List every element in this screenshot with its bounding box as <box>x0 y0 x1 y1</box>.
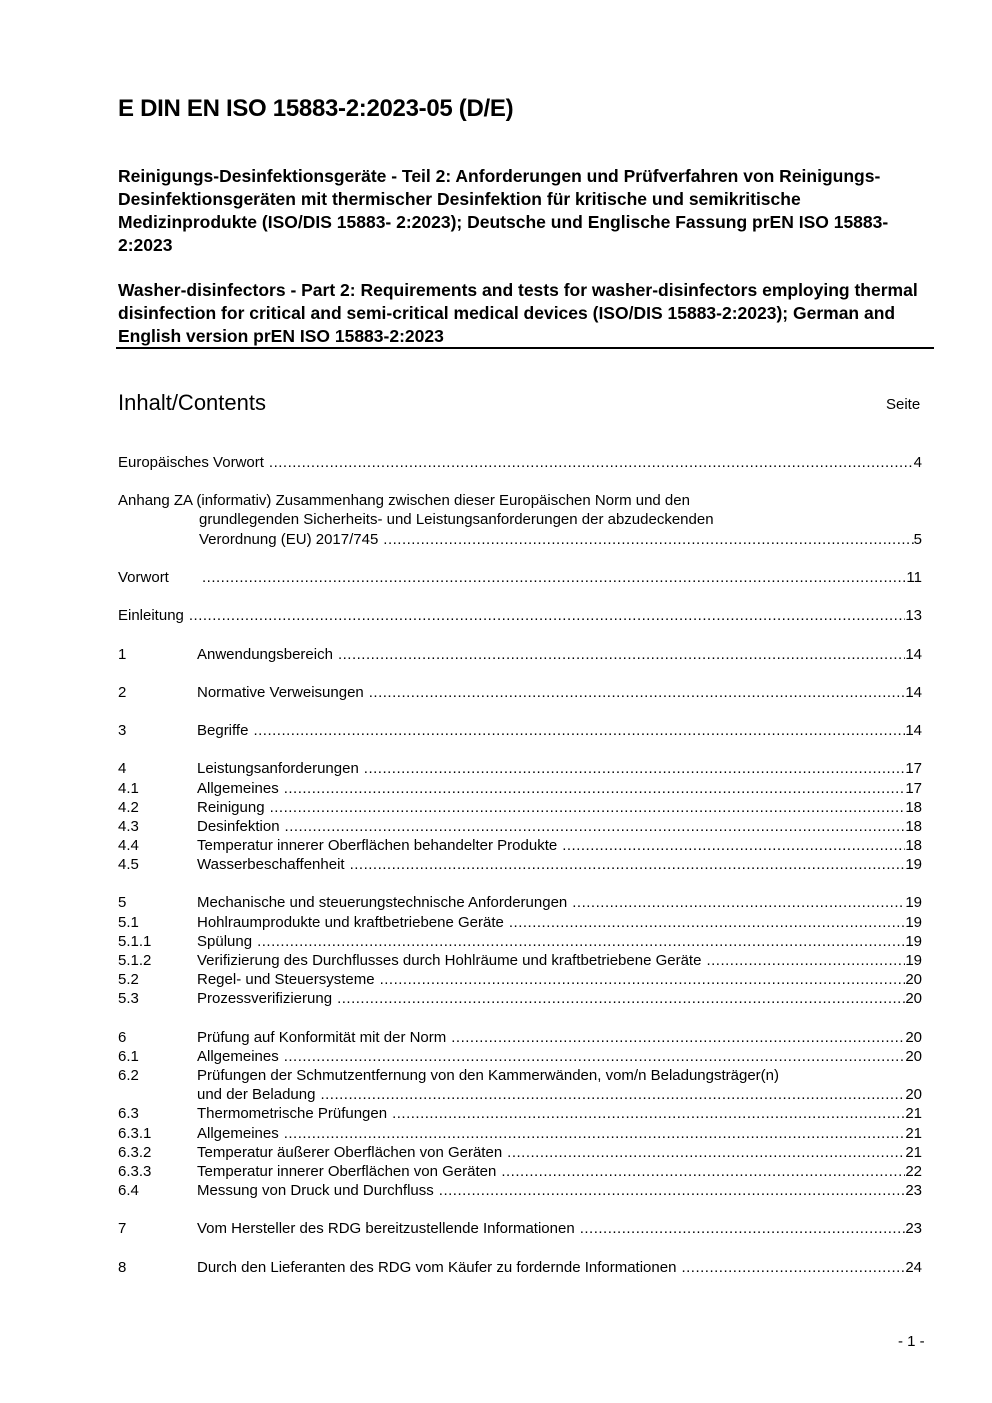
toc-entry-number: 4.3 <box>118 818 139 835</box>
toc-entry-number: 6.3.3 <box>118 1163 152 1180</box>
toc-entry-number: 8 <box>118 1259 127 1276</box>
toc-entry-page: 11 <box>906 569 922 586</box>
toc-entry-4-2[interactable] <box>118 798 922 817</box>
toc-entry-text: Vom Hersteller des RDG bereitzustellende Informationen <box>197 1220 575 1237</box>
toc-entry-number: 6.3 <box>118 1105 139 1122</box>
toc-entry-page: 20 <box>905 1048 922 1065</box>
toc-entry-4-4[interactable] <box>118 836 922 855</box>
contents-heading: Inhalt/Contents <box>118 390 266 415</box>
toc-entry-text: Reinigung <box>197 799 265 816</box>
toc-entry-text: Prüfungen der Schmutzentfernung von den Kammerwänden, vom/n Beladungsträger(n) <box>197 1067 780 1084</box>
toc-entry-4-3[interactable] <box>118 817 922 836</box>
toc-entry-page: 20 <box>905 1029 922 1046</box>
toc-entry-6[interactable] <box>118 1028 922 1047</box>
toc-entry-6-4[interactable] <box>118 1181 922 1200</box>
toc-entry-5[interactable] <box>118 893 922 912</box>
toc-entry-text: Normative Verweisungen <box>197 684 364 701</box>
toc-entry-foreword[interactable] <box>118 568 922 587</box>
toc-entry-text: Messung von Druck und Durchfluss <box>197 1182 434 1199</box>
toc-entry-page: 4 <box>913 454 922 471</box>
toc-entry-number: 3 <box>118 722 127 739</box>
toc-entry-text: Verifizierung des Durchflusses durch Hohlräume und kraftbetriebene Geräte <box>197 952 702 969</box>
toc-entry-text: Durch den Lieferanten des RDG vom Käufer zu fordernde Informationen <box>197 1259 677 1276</box>
toc-entry-text: Mechanische und steuerungstechnische Anforderungen <box>197 894 568 911</box>
toc-entry-text: Regel- und Steuersysteme <box>197 971 375 988</box>
toc-entry-number: 5.1 <box>118 914 139 931</box>
toc-entry-text: Allgemeines <box>197 1125 279 1142</box>
toc-entry-5-1-2[interactable] <box>118 951 922 970</box>
toc-entry-text: Temperatur äußerer Oberflächen von Geräten <box>197 1144 503 1161</box>
toc-entry-page: 23 <box>905 1182 922 1199</box>
toc-entry-number: 5.2 <box>118 971 139 988</box>
subtitle-german: Reinigungs-Desinfektionsgeräte - Teil 2: Anforderungen und Prüfverfahren von Reinigungs-Desinfektionsgeräten mit thermischer Desinfektion für kritische und semikritische Medizinprodukte (ISO/DIS 15883- 2:2023); Deutsche und Englische Fassung prEN ISO 15883-2:2023 <box>118 166 889 255</box>
toc-entry-introduction[interactable] <box>118 606 922 625</box>
toc-entry-page: 22 <box>905 1163 922 1180</box>
toc-entry-number: 5.3 <box>118 990 139 1007</box>
toc-entry-5-3[interactable] <box>118 989 922 1008</box>
toc-entry-6-3-3[interactable] <box>118 1162 922 1181</box>
toc-entry-page: 17 <box>905 760 922 777</box>
toc-entry-text: Prozessverifizierung <box>197 990 333 1007</box>
toc-entry-page: 19 <box>905 952 922 969</box>
toc-entry-number: 1 <box>118 646 127 663</box>
toc-entry-number: 4.5 <box>118 856 139 873</box>
toc-entry-page: 19 <box>905 933 922 950</box>
toc-entry-number: 5 <box>118 894 127 911</box>
toc-entry-page: 14 <box>905 722 922 739</box>
toc-entry-number: 5.1.1 <box>118 933 152 950</box>
toc-entry-text: Verordnung (EU) 2017/745 <box>199 531 379 548</box>
toc-entry-number: 6.4 <box>118 1182 139 1199</box>
toc-entry-text: Wasserbeschaffenheit <box>197 856 345 873</box>
toc-entry-number: 6.2 <box>118 1067 139 1084</box>
toc-entry-2[interactable] <box>118 683 922 702</box>
toc-entry-4[interactable] <box>118 759 922 778</box>
toc-entry-annex-za-end[interactable] <box>118 530 922 549</box>
toc-entry-text: Hohlraumprodukte und kraftbetriebene Geräte <box>197 914 504 931</box>
toc-entry-text: Einleitung <box>118 607 184 624</box>
toc-entry-page: 20 <box>905 1086 922 1103</box>
toc-entry-text: Allgemeines <box>197 780 279 797</box>
toc-entry-4-5[interactable] <box>118 855 922 874</box>
toc-entry-number: 6.3.2 <box>118 1144 152 1161</box>
toc-entry-page: 14 <box>905 684 922 701</box>
toc-entry-4-1[interactable] <box>118 779 922 798</box>
toc-entry-text: Desinfektion <box>197 818 280 835</box>
page-column-label: Seite <box>886 396 921 413</box>
toc-entry-page: 18 <box>905 818 922 835</box>
toc-entry-number: 7 <box>118 1220 127 1237</box>
toc-entry-number: 6 <box>118 1029 127 1046</box>
toc-entry-text: Anwendungsbereich <box>197 646 333 663</box>
toc-entry-text: und der Beladung <box>197 1086 316 1103</box>
toc-entry-number: 5.1.2 <box>118 952 152 969</box>
toc-entry-6-1[interactable] <box>118 1047 922 1066</box>
toc-entry-text: Allgemeines <box>197 1048 279 1065</box>
toc-entry-page: 21 <box>905 1125 922 1142</box>
toc-entry-annex-za[interactable] <box>118 491 922 510</box>
subtitle-english: Washer-disinfectors - Part 2: Requirements and tests for washer-disinfectors employing thermal disinfection for critical and semi-critical medical devices (ISO/DIS 15883-2:2023); German and English version prEN ISO 15883-2:2023 <box>118 280 918 346</box>
toc-entry-number: 6.3.1 <box>118 1125 152 1142</box>
toc-entry-text: Begriffe <box>197 722 249 739</box>
toc-entry-text: grundlegenden Sicherheits- und Leistungsanforderungen der abzudeckenden <box>199 511 714 528</box>
toc-entry-6-3[interactable] <box>118 1104 922 1123</box>
toc-entry-page: 24 <box>905 1259 922 1276</box>
title-rule <box>116 347 934 349</box>
toc-entry-text: Spülung <box>197 933 253 950</box>
toc-entry-number: 4.2 <box>118 799 139 816</box>
toc-entry-text: Thermometrische Prüfungen <box>197 1105 388 1122</box>
toc-entry-text: Europäisches Vorwort <box>118 454 264 471</box>
toc-entry-page: 13 <box>905 607 922 624</box>
toc-entry-3[interactable] <box>118 721 922 740</box>
toc-entry-page: 20 <box>905 990 922 1007</box>
toc-entry-page: 18 <box>905 799 922 816</box>
toc-entry-6-2[interactable] <box>118 1066 922 1085</box>
toc-entry-5-1-1[interactable] <box>118 932 922 951</box>
toc-entry-page: 21 <box>905 1105 922 1122</box>
page-number: - 1 - <box>898 1333 925 1350</box>
toc-entry-8[interactable] <box>118 1258 922 1277</box>
toc-entry-number: 6.1 <box>118 1048 139 1065</box>
toc-entry-text: Leistungsanforderungen <box>197 760 359 777</box>
toc-entry-5-2[interactable] <box>118 970 922 989</box>
toc-entry-page: 17 <box>905 780 922 797</box>
toc-entry-page: 19 <box>905 894 922 911</box>
toc-entry-5-1[interactable] <box>118 913 922 932</box>
toc-entry-text: Temperatur innerer Oberflächen behandelter Produkte <box>197 837 558 854</box>
toc-entry-page: 19 <box>905 914 922 931</box>
toc-entry-text: Temperatur innerer Oberflächen von Geräten <box>197 1163 497 1180</box>
toc-entry-number: 4.4 <box>118 837 139 854</box>
toc-entry-text: Prüfung auf Konformität mit der Norm <box>197 1029 447 1046</box>
toc-entry-page: 19 <box>905 856 922 873</box>
toc-entry-text: Anhang ZA (informativ) Zusammenhang zwischen dieser Europäischen Norm und den <box>118 492 690 509</box>
toc-entry-number: 2 <box>118 684 127 701</box>
toc-entry-6-2-cont[interactable] <box>118 1085 922 1104</box>
toc-entry-6-3-2[interactable] <box>118 1143 922 1162</box>
toc-entry-page: 5 <box>913 531 922 548</box>
toc-entry-number: 4.1 <box>118 780 139 797</box>
toc-entry-european-foreword[interactable] <box>118 453 922 472</box>
toc-entry-annex-za-cont <box>118 510 922 529</box>
toc-entry-page: 23 <box>905 1220 922 1237</box>
toc-entry-1[interactable] <box>118 645 922 664</box>
toc-entry-6-3-1[interactable] <box>118 1124 922 1143</box>
toc-entry-number: 4 <box>118 760 127 777</box>
document-title: E DIN EN ISO 15883-2:2023-05 (D/E) <box>118 95 514 122</box>
toc-entry-7[interactable] <box>118 1219 922 1238</box>
toc-entry-text: Vorwort <box>118 569 169 586</box>
toc-entry-page: 20 <box>905 971 922 988</box>
toc-entry-page: 18 <box>905 837 922 854</box>
toc-entry-page: 14 <box>905 646 922 663</box>
toc-entry-page: 21 <box>905 1144 922 1161</box>
